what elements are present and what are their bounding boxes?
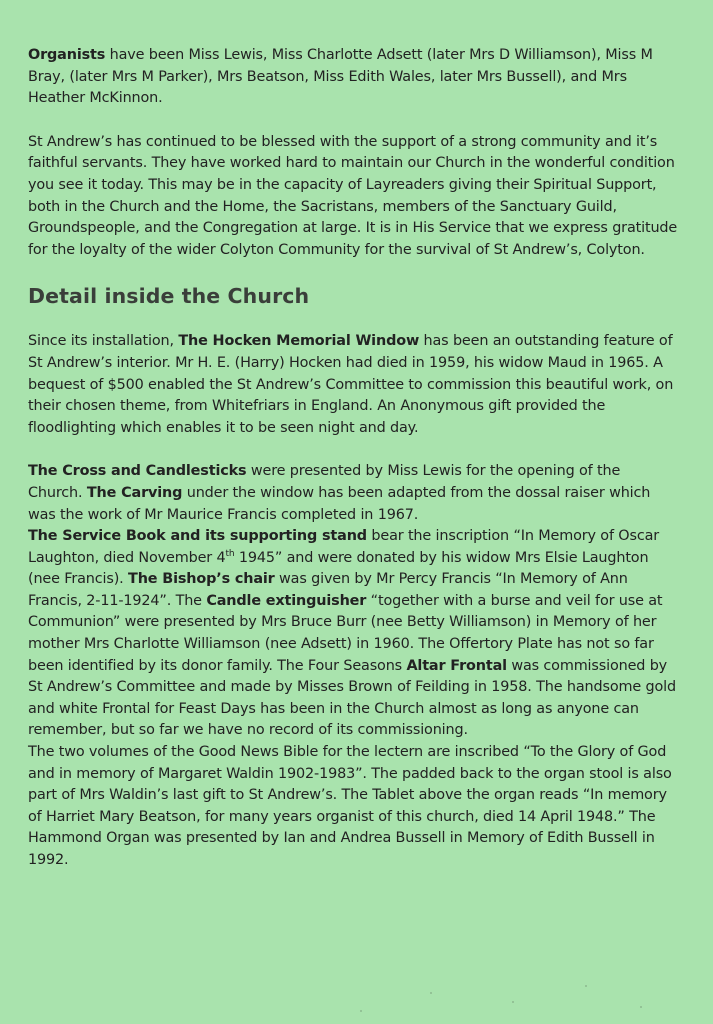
bishops-chair-label: The Bishop’s chair <box>128 571 275 588</box>
paper-speck <box>512 1001 514 1003</box>
paper-speck <box>640 1006 642 1008</box>
service-book-label: The Service Book and its supporting stand <box>28 528 367 545</box>
organists-paragraph <box>28 45 678 110</box>
bible-paragraph: The two volumes of the Good News Bible for the lectern are inscribed “To the Glory of God and in memory of Margaret Waldin 1902-1983”. The padded back to the organ stool is also part of Mrs Waldin’s last gift to St Andrew’s. The Tablet above the organ reads “In memory of Harriet Mary Beatson, for many years organist of this church, died 14 April 1948.” The Hammond Organ was presented by Ian and Andrea Bussell in Memory of Edith Bussell in 1992. <box>28 744 672 868</box>
altar-frontal-label: Altar Frontal <box>406 657 507 674</box>
section-heading: Detail inside the Church <box>28 284 310 309</box>
cross-paragraph: The Cross and Candlesticks were presented by Miss Lewis for the opening of the Church. The Carving under the window has been adapted from the dossal raiser which was the work of Mr Maurice Francis completed in 1967. <box>28 463 651 523</box>
paper-speck <box>360 1010 362 1012</box>
service-book-paragraph: The Service Book and its supporting stand bear the inscription “In Memory of Oscar Laughton, died November 4th 1945” and were donated by his widow Mrs Elsie Laughton (nee Francis). The Bishop’s chair was given by Mr Percy Francis “In Memory of Ann Francis, 2-11-1924”. The Candle extinguisher “together with a burse and veil for use at Communion” were presented by Mrs Bruce Burr (nee Betty Williamson) in Memory of her mother Mrs Charlotte Williamson (nee Adsett) in 1960. The Offertory Plate has not so far been identified by its donor family. The Four Seasons Altar Frontal was commissioned by St Andrew’s Committee and made by Misses Brown of Feilding in 1958. The handsome gold and white Frontal for Feast Days has been in the Church almost as long as anyone can remember, but so far we have no record of its commissioning. <box>28 528 676 739</box>
organists-label: Organists <box>28 47 106 63</box>
carving-label: The Carving <box>86 484 183 501</box>
window-label: The Hocken Memorial Window <box>178 333 420 350</box>
cross-label: The Cross and Candlesticks <box>28 463 247 480</box>
candle-extinguisher-label: Candle extinguisher <box>206 592 367 609</box>
organists-text: have been Miss Lewis, Miss Charlotte Adsett (later Mrs D Williamson), Miss M Bray, (later Mrs M Parker), Mrs Beatson, Miss Edith Wales, later Mrs Bussell), and Mrs Heather McKinnon. <box>28 47 653 107</box>
document-page <box>28 45 678 872</box>
paper-speck <box>585 985 587 987</box>
paper-speck <box>430 992 432 994</box>
community-paragraph: St Andrew’s has continued to be blessed with the support of a strong community and it’s faithful servants. They have worked hard to maintain our Church in the wonderful condition you see it today. This may be in the capacity of Layreaders giving their Spiritual Support, both in the Church and the Home, the Sacristans, members of the Sanctuary Guild, Groundspeople, and the Congregation at large. It is in His Service that we express gratitude for the loyalty of the wider Colyton Community for the survival of St Andrew’s, Colyton. <box>28 133 678 258</box>
window-paragraph: Since its installation, The Hocken Memorial Window has been an outstanding feature of St Andrew’s interior. Mr H. E. (Harry) Hocken had died in 1959, his widow Maud in 1965. A bequest of $500 enabled the St Andrew’s Committee to commission this beautiful work, on their chosen theme, from Whitefriars in England. An Anonymous gift provided the floodlighting which enables it to be seen night and day. <box>28 333 674 436</box>
